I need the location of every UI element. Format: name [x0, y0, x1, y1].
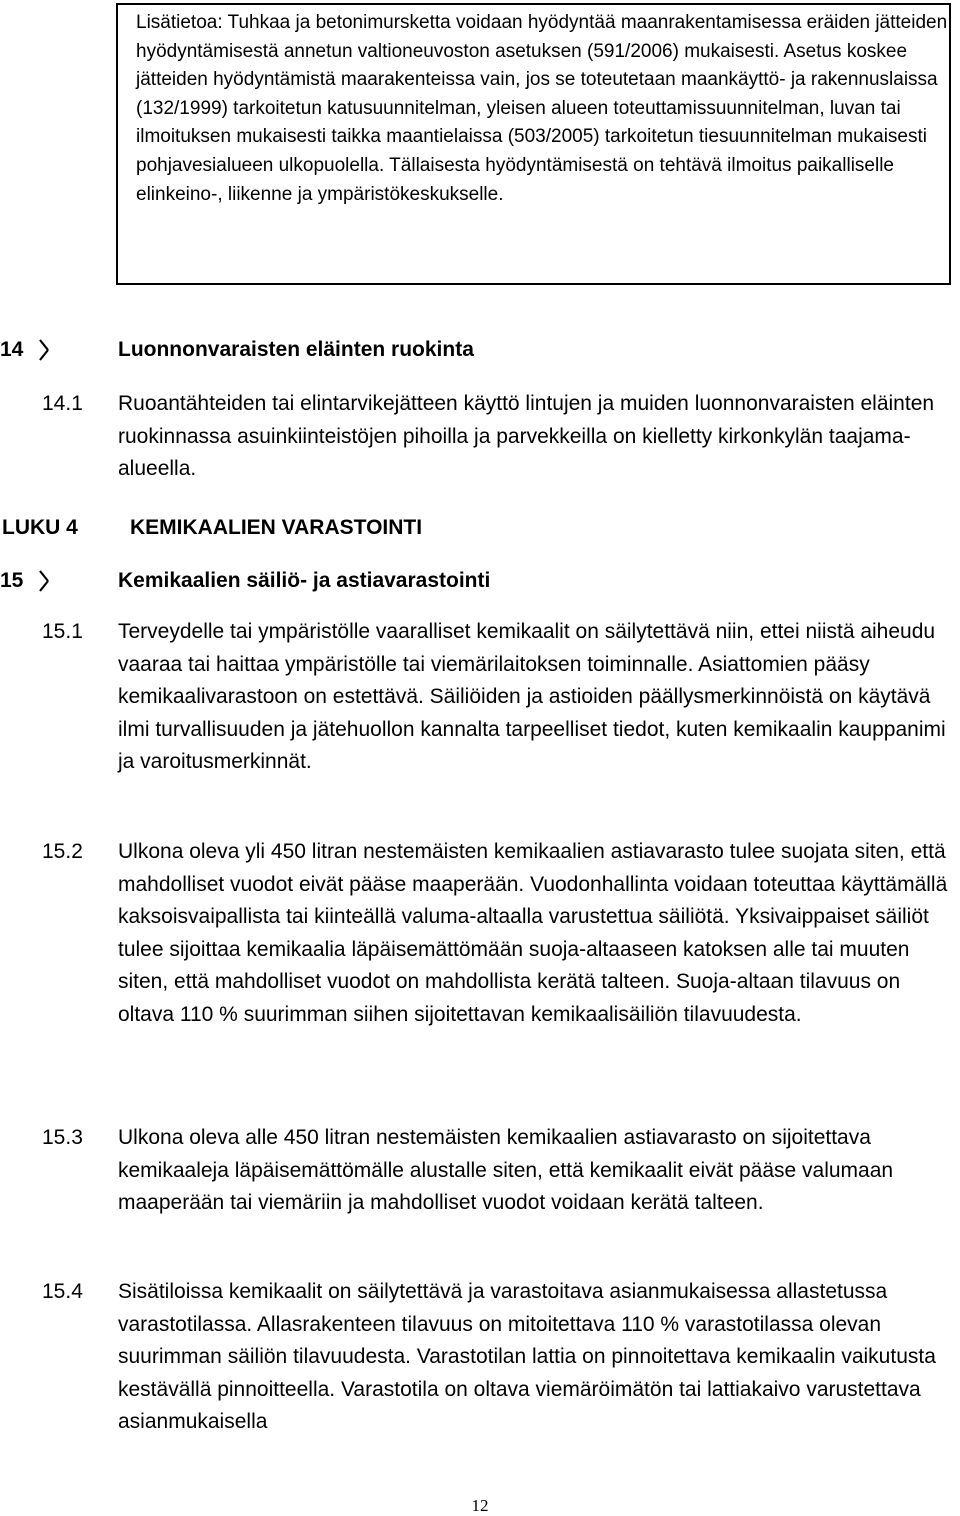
item-number: 15.3 — [42, 1126, 83, 1149]
item-number: 14.1 — [42, 392, 83, 415]
section-title: Luonnonvaraisten eläinten ruokinta — [118, 338, 474, 361]
item-text: Sisätiloissa kemikaalit on säilytettävä ja varastoitava asianmukaisessa allastetussa varastotilassa. Allasrakenteen tilavuus on mitoitettava 110 % varastotilassa olevan suurimman säiliön tilavuudesta. Varastotilan lattia on pinnoitettava kemikaalin vaikutusta kestävällä pinnoitteella. Varastotila on oltava viemäröimätön tai lattiakaivo varustettava asianmukaisella — [118, 1280, 936, 1433]
section-sign-icon — [38, 336, 50, 364]
item-number: 15.2 — [42, 840, 83, 863]
item-text: Terveydelle tai ympäristölle vaaralliset kemikaalit on säilytettävä niin, ettei niistä aiheudu vaaraa tai haittaa ympäristölle tai viemärilaitoksen toiminnalle. Asiattomien pääsy kemikaalivarastoon on estettävä. Säiliöiden ja astioiden päällysmerkinnöistä on käytävä ilmi turvallisuuden ja jätehuollon kannalta tarpeelliset tiedot, kuten kemikaalin kauppanimi ja varoitusmerkinnät. — [118, 620, 946, 773]
section-number: 14 — [0, 338, 24, 361]
info-box — [116, 3, 951, 285]
page-number: 12 — [471, 1496, 489, 1515]
item-number: 15.1 — [42, 620, 83, 643]
item-text: Ruoantähteiden tai elintarvikejätteen käyttö lintujen ja muiden luonnonvaraisten eläinten ruokinnassa asuinkiinteistöjen pihoilla ja parvekkeilla on kielletty kirkonkylän taajama-alueella. — [118, 392, 935, 480]
section-number: 15 — [0, 569, 24, 592]
item-number: 15.4 — [42, 1280, 83, 1303]
section-title: Kemikaalien säiliö- ja astiavarastointi — [118, 569, 491, 592]
item-text: Ulkona oleva yli 450 litran nestemäisten kemikaalien astiavarasto tulee suojata siten, että mahdolliset vuodot eivät pääse maaperään. Vuodonhallinta voidaan toteuttaa käyttämällä kaksoisvaipallista tai kiinteällä valuma-altaalla varustettua säiliötä. Yksivaippaiset säiliöt tulee sijoittaa kemikaalia läpäisemättömään suoja-altaaseen katoksen alle tai muuten siten, että mahdolliset vuodot on mahdollista kerätä talteen. Suoja-altaan tilavuus on oltava 110 % suurimman siihen sijoitettavan kemikaalisäiliön tilavuudesta. — [118, 840, 948, 1026]
chapter-title: KEMIKAALIEN VARASTOINTI — [130, 516, 423, 539]
chapter-label: LUKU 4 — [2, 516, 78, 539]
item-text: Ulkona oleva alle 450 litran nestemäisten kemikaalien astiavarasto on sijoitettava kemikaaleja läpäisemättömälle alustalle siten, että kemikaalit eivät pääse valumaan maaperään tai viemäriin ja mahdolliset vuodot voidaan kerätä talteen. — [118, 1126, 894, 1214]
info-box-text: Lisätietoa: Tuhkaa ja betonimursketta voidaan hyödyntää maanrakentamisessa eräiden jätteiden hyödyntämisestä annetun valtioneuvoston asetuksen (591/2006) mukaisesti. Asetus koskee jätteiden hyödyntämistä maarakenteissa vain, jos se toteutetaan maankäyttö- ja rakennuslaissa (132/1999) tarkoitetun katusuunnitelman, yleisen alueen toteuttamissuunnitelman, luvan tai ilmoituksen mukaisesti taikka maantielaissa (503/2005) tarkoitetun tiesuunnitelman mukaisesti pohjavesialueen ulkopuolella. Tällaisesta hyödyntämisestä on tehtävä ilmoitus paikalliselle elinkeino-, liikenne ja ympäristökeskukselle. — [136, 12, 948, 205]
section-sign-icon — [38, 567, 50, 595]
